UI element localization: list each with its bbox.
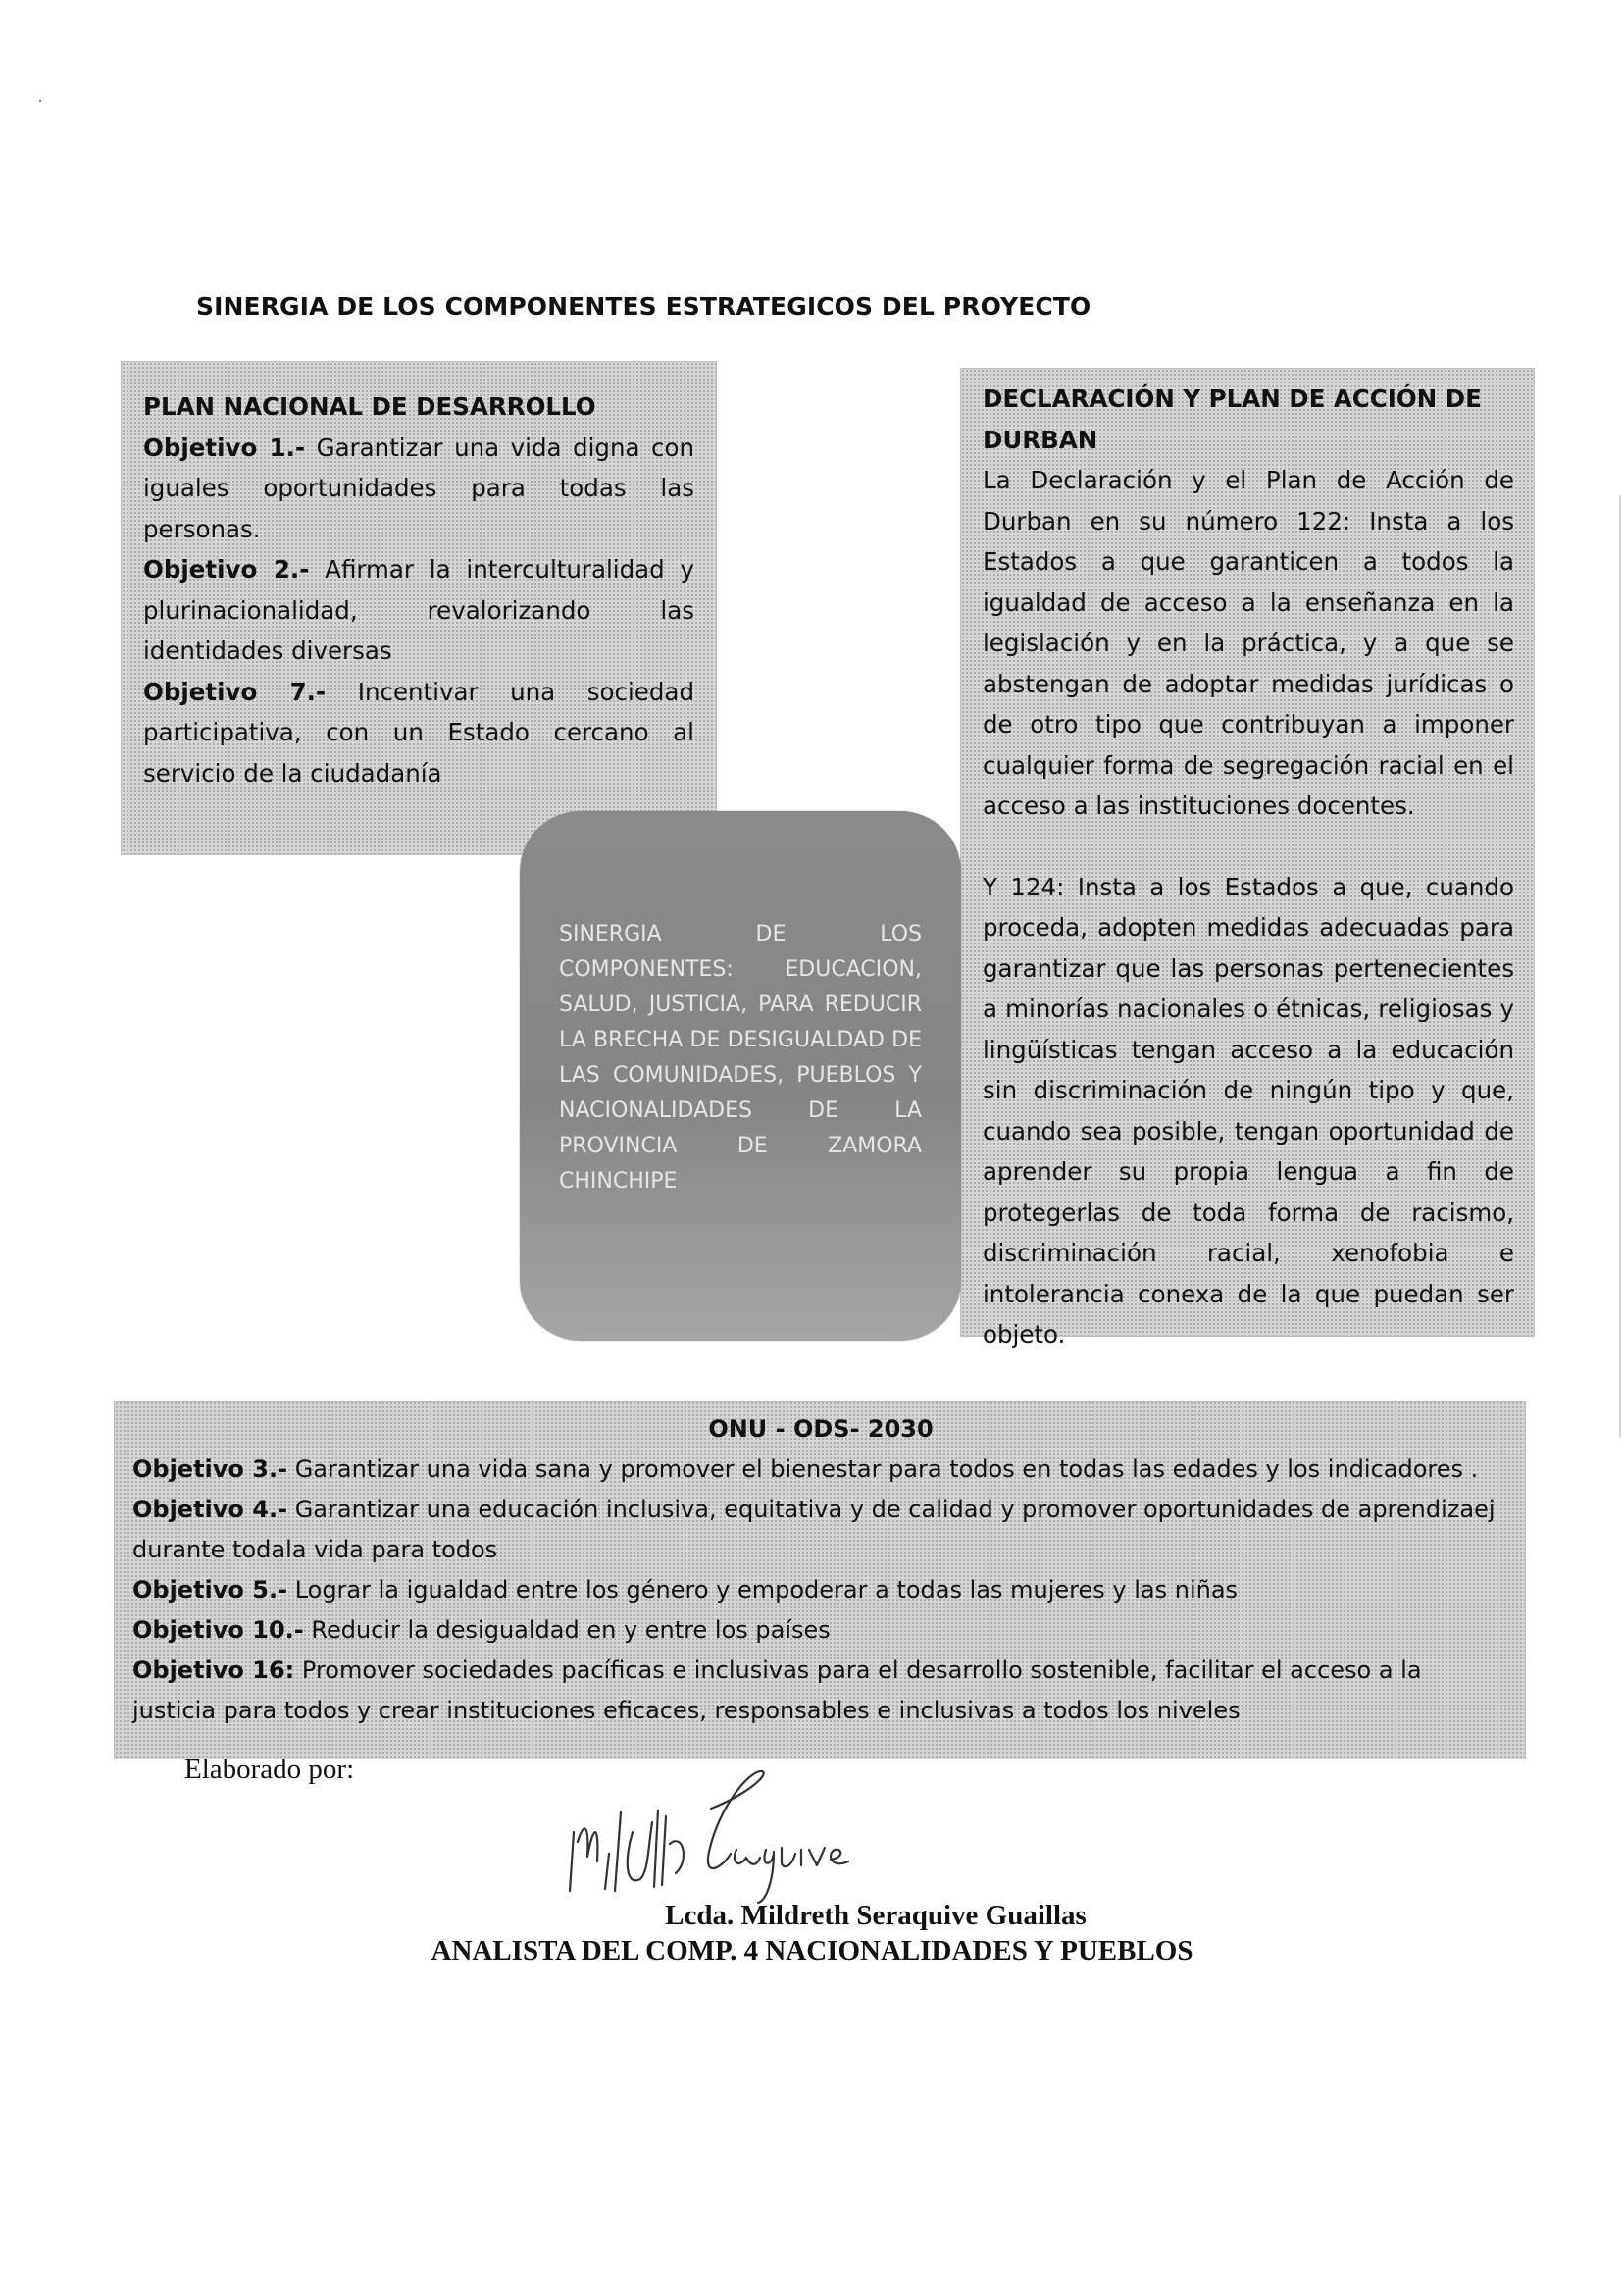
onu-objetivo-5 <box>132 1570 1509 1610</box>
objetivo-text: Garantizar una vida digna con iguales oportunidades para todas las personas. <box>143 433 695 543</box>
plan-objetivo-7 <box>143 672 694 794</box>
objetivo-label: Objetivo 10.- <box>132 1616 304 1644</box>
durban-heading: DECLARACIÓN Y PLAN DE ACCIÓN DE DURBAN <box>983 384 1482 454</box>
objetivo-text: Reducir la desigualdad en y entre los países <box>303 1616 831 1644</box>
objetivo-text: Afirmar la interculturalidad y plurinacionalidad, revalorizando las identidades diversas <box>143 555 695 665</box>
objetivo-label: Objetivo 5.- <box>132 1576 288 1604</box>
objetivo-label: Objetivo 3.- <box>132 1455 288 1483</box>
objetivo-label: Objetivo 4.- <box>132 1496 288 1523</box>
objetivo-text: Garantizar una vida sana y promover el bienestar para todos en todas las edades y los indicadores . <box>287 1455 1479 1483</box>
objetivo-label: Objetivo 2.- <box>143 555 310 584</box>
onu-objetivo-4 <box>132 1490 1509 1570</box>
scan-speck <box>39 100 41 102</box>
scan-edge-line <box>1619 495 1621 1437</box>
objetivo-label: Objetivo 1.- <box>143 433 306 462</box>
objetivo-text: Promover sociedades pacíficas e inclusivas para el desarrollo sostenible, facilitar el acceso a la justicia para todos y crear instituciones eficaces, responsables e inclusivas a todos los niveles <box>132 1657 1422 1724</box>
signer-name: Lcda. Mildreth Seraquive Guaillas <box>665 1900 1087 1931</box>
signer-position: ANALISTA DEL COMP. 4 NACIONALIDADES Y PUEBLOS <box>431 1935 1193 1966</box>
page-title: SINERGIA DE LOS COMPONENTES ESTRATEGICOS DEL PROYECTO <box>196 292 1091 321</box>
signer-block <box>0 1898 1624 1968</box>
onu-heading: ONU - ODS- 2030 <box>708 1415 934 1443</box>
onu-ods-box <box>114 1401 1526 1759</box>
plan-objetivo-1 <box>143 428 694 550</box>
durban-box <box>960 368 1535 1349</box>
onu-objetivo-10 <box>132 1610 1509 1651</box>
plan-nacional-box <box>121 361 717 855</box>
plan-nacional-heading: PLAN NACIONAL DE DESARROLLO <box>143 392 596 421</box>
durban-paragraph-122: La Declaración y el Plan de Acción de Durban en su número 122: Insta a los Estados a que garanticen a todos la igualdad de acceso a la enseñanza en la legislación y en la práctica, y a que se abstengan de adoptar medidas jurídicas o de otro tipo que contribuyan a imponer cualquier forma de segregación racial en el acceso a las instituciones docentes. <box>983 466 1514 820</box>
plan-objetivo-2 <box>143 549 694 672</box>
handwritten-signature <box>564 1763 897 1911</box>
onu-objetivo-16 <box>132 1651 1509 1731</box>
durban-paragraph-124: Y 124: Insta a los Estados a que, cuando proceda, adopten medidas adecuadas para garantizar que las personas pertenecientes a minorías nacionales o étnicas, religiosas y lingüísticas tengan acceso a la educación sin discriminación de ningún tipo y que, cuando sea posible, tengan oportunidad de aprender su propia lengua a fin de protegerlas de toda forma de racismo, discriminación racial, xenofobia e intolerancia conexa de la que puedan ser objeto. <box>983 872 1514 1349</box>
objetivo-text: Lograr la igualdad entre los género y empoderar a todas las mujeres y las niñas <box>287 1576 1239 1604</box>
objetivo-text: Garantizar una educación inclusiva, equitativa y de calidad y promover oportunidades de aprendizaej durante todala vida para todos <box>132 1496 1496 1563</box>
center-synergy-box <box>520 811 961 1341</box>
center-synergy-text: SINERGIA DE LOS COMPONENTES: EDUCACION, SALUD, JUSTICIA, PARA REDUCIR LA BRECHA DE DESIGUALDAD DE LAS COMUNIDADES, PUEBLOS Y NACIONALIDADES DE LA PROVINCIA DE ZAMORA CHINCHIPE <box>559 922 922 1194</box>
elaborado-por-label: Elaborado por: <box>184 1754 355 1785</box>
objetivo-label: Objetivo 16: <box>132 1657 295 1684</box>
objetivo-text: Incentivar una sociedad participativa, con un Estado cercano al servicio de la ciudadanía <box>143 677 694 788</box>
onu-objetivo-3 <box>132 1450 1509 1490</box>
objetivo-label: Objetivo 7.- <box>143 677 327 706</box>
